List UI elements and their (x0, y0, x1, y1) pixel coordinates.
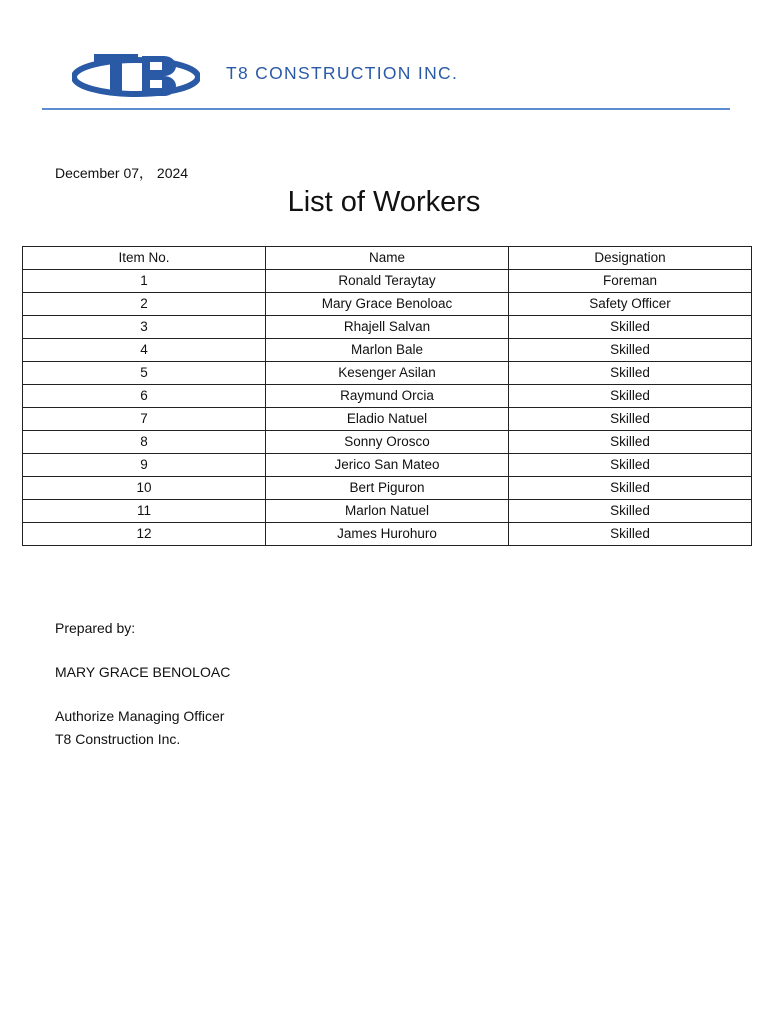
table-header-row (23, 247, 752, 270)
name-cell: Rhajell Salvan (266, 316, 509, 339)
table-row (23, 339, 752, 362)
company-name: T8 CONSTRUCTION INC. (226, 63, 459, 83)
name-cell: Ronald Teraytay (266, 270, 509, 293)
designation-cell: Skilled (509, 431, 752, 454)
letterhead (0, 0, 768, 120)
item-no-cell: 2 (23, 293, 266, 316)
item-no-cell: 4 (23, 339, 266, 362)
item-no-cell: 6 (23, 385, 266, 408)
table-row (23, 523, 752, 546)
document-date: December 07， 2024 (55, 165, 189, 181)
name-cell: Marlon Bale (266, 339, 509, 362)
preparer-name: MARY GRACE BENOLOAC (55, 664, 231, 680)
designation-cell: Skilled (509, 477, 752, 500)
name-cell: Sonny Orosco (266, 431, 509, 454)
header-divider (42, 108, 730, 110)
table-row (23, 454, 752, 477)
name-cell: Bert Piguron (266, 477, 509, 500)
name-cell: Eladio Natuel (266, 408, 509, 431)
designation-cell: Skilled (509, 408, 752, 431)
name-cell: Jerico San Mateo (266, 454, 509, 477)
column-header-designation: Designation (509, 247, 752, 270)
designation-cell: Skilled (509, 500, 752, 523)
designation-cell: Skilled (509, 385, 752, 408)
table-row (23, 500, 752, 523)
designation-cell: Safety Officer (509, 293, 752, 316)
t8-construction-logo-icon (72, 50, 200, 100)
item-no-cell: 1 (23, 270, 266, 293)
designation-cell: Skilled (509, 316, 752, 339)
name-cell: Mary Grace Benoloac (266, 293, 509, 316)
item-no-cell: 10 (23, 477, 266, 500)
page-title: List of Workers (287, 186, 481, 218)
preparer-company: T8 Construction Inc. (55, 731, 181, 747)
table-row (23, 362, 752, 385)
column-header-name: Name (266, 247, 509, 270)
table-row (23, 270, 752, 293)
column-header-item-no: Item No. (23, 247, 266, 270)
item-no-cell: 12 (23, 523, 266, 546)
designation-cell: Skilled (509, 362, 752, 385)
item-no-cell: 9 (23, 454, 266, 477)
prepared-by-label: Prepared by: (55, 620, 136, 636)
preparer-position: Authorize Managing Officer (55, 708, 225, 724)
item-no-cell: 7 (23, 408, 266, 431)
name-cell: Raymund Orcia (266, 385, 509, 408)
item-no-cell: 11 (23, 500, 266, 523)
table-row (23, 385, 752, 408)
name-cell: Kesenger Asilan (266, 362, 509, 385)
workers-table (22, 246, 752, 546)
table-row (23, 316, 752, 339)
designation-cell: Skilled (509, 454, 752, 477)
table-row (23, 477, 752, 500)
table-row (23, 431, 752, 454)
designation-cell: Foreman (509, 270, 752, 293)
item-no-cell: 5 (23, 362, 266, 385)
table-row (23, 408, 752, 431)
name-cell: Marlon Natuel (266, 500, 509, 523)
table-row (23, 293, 752, 316)
item-no-cell: 8 (23, 431, 266, 454)
designation-cell: Skilled (509, 339, 752, 362)
designation-cell: Skilled (509, 523, 752, 546)
name-cell: James Hurohuro (266, 523, 509, 546)
item-no-cell: 3 (23, 316, 266, 339)
